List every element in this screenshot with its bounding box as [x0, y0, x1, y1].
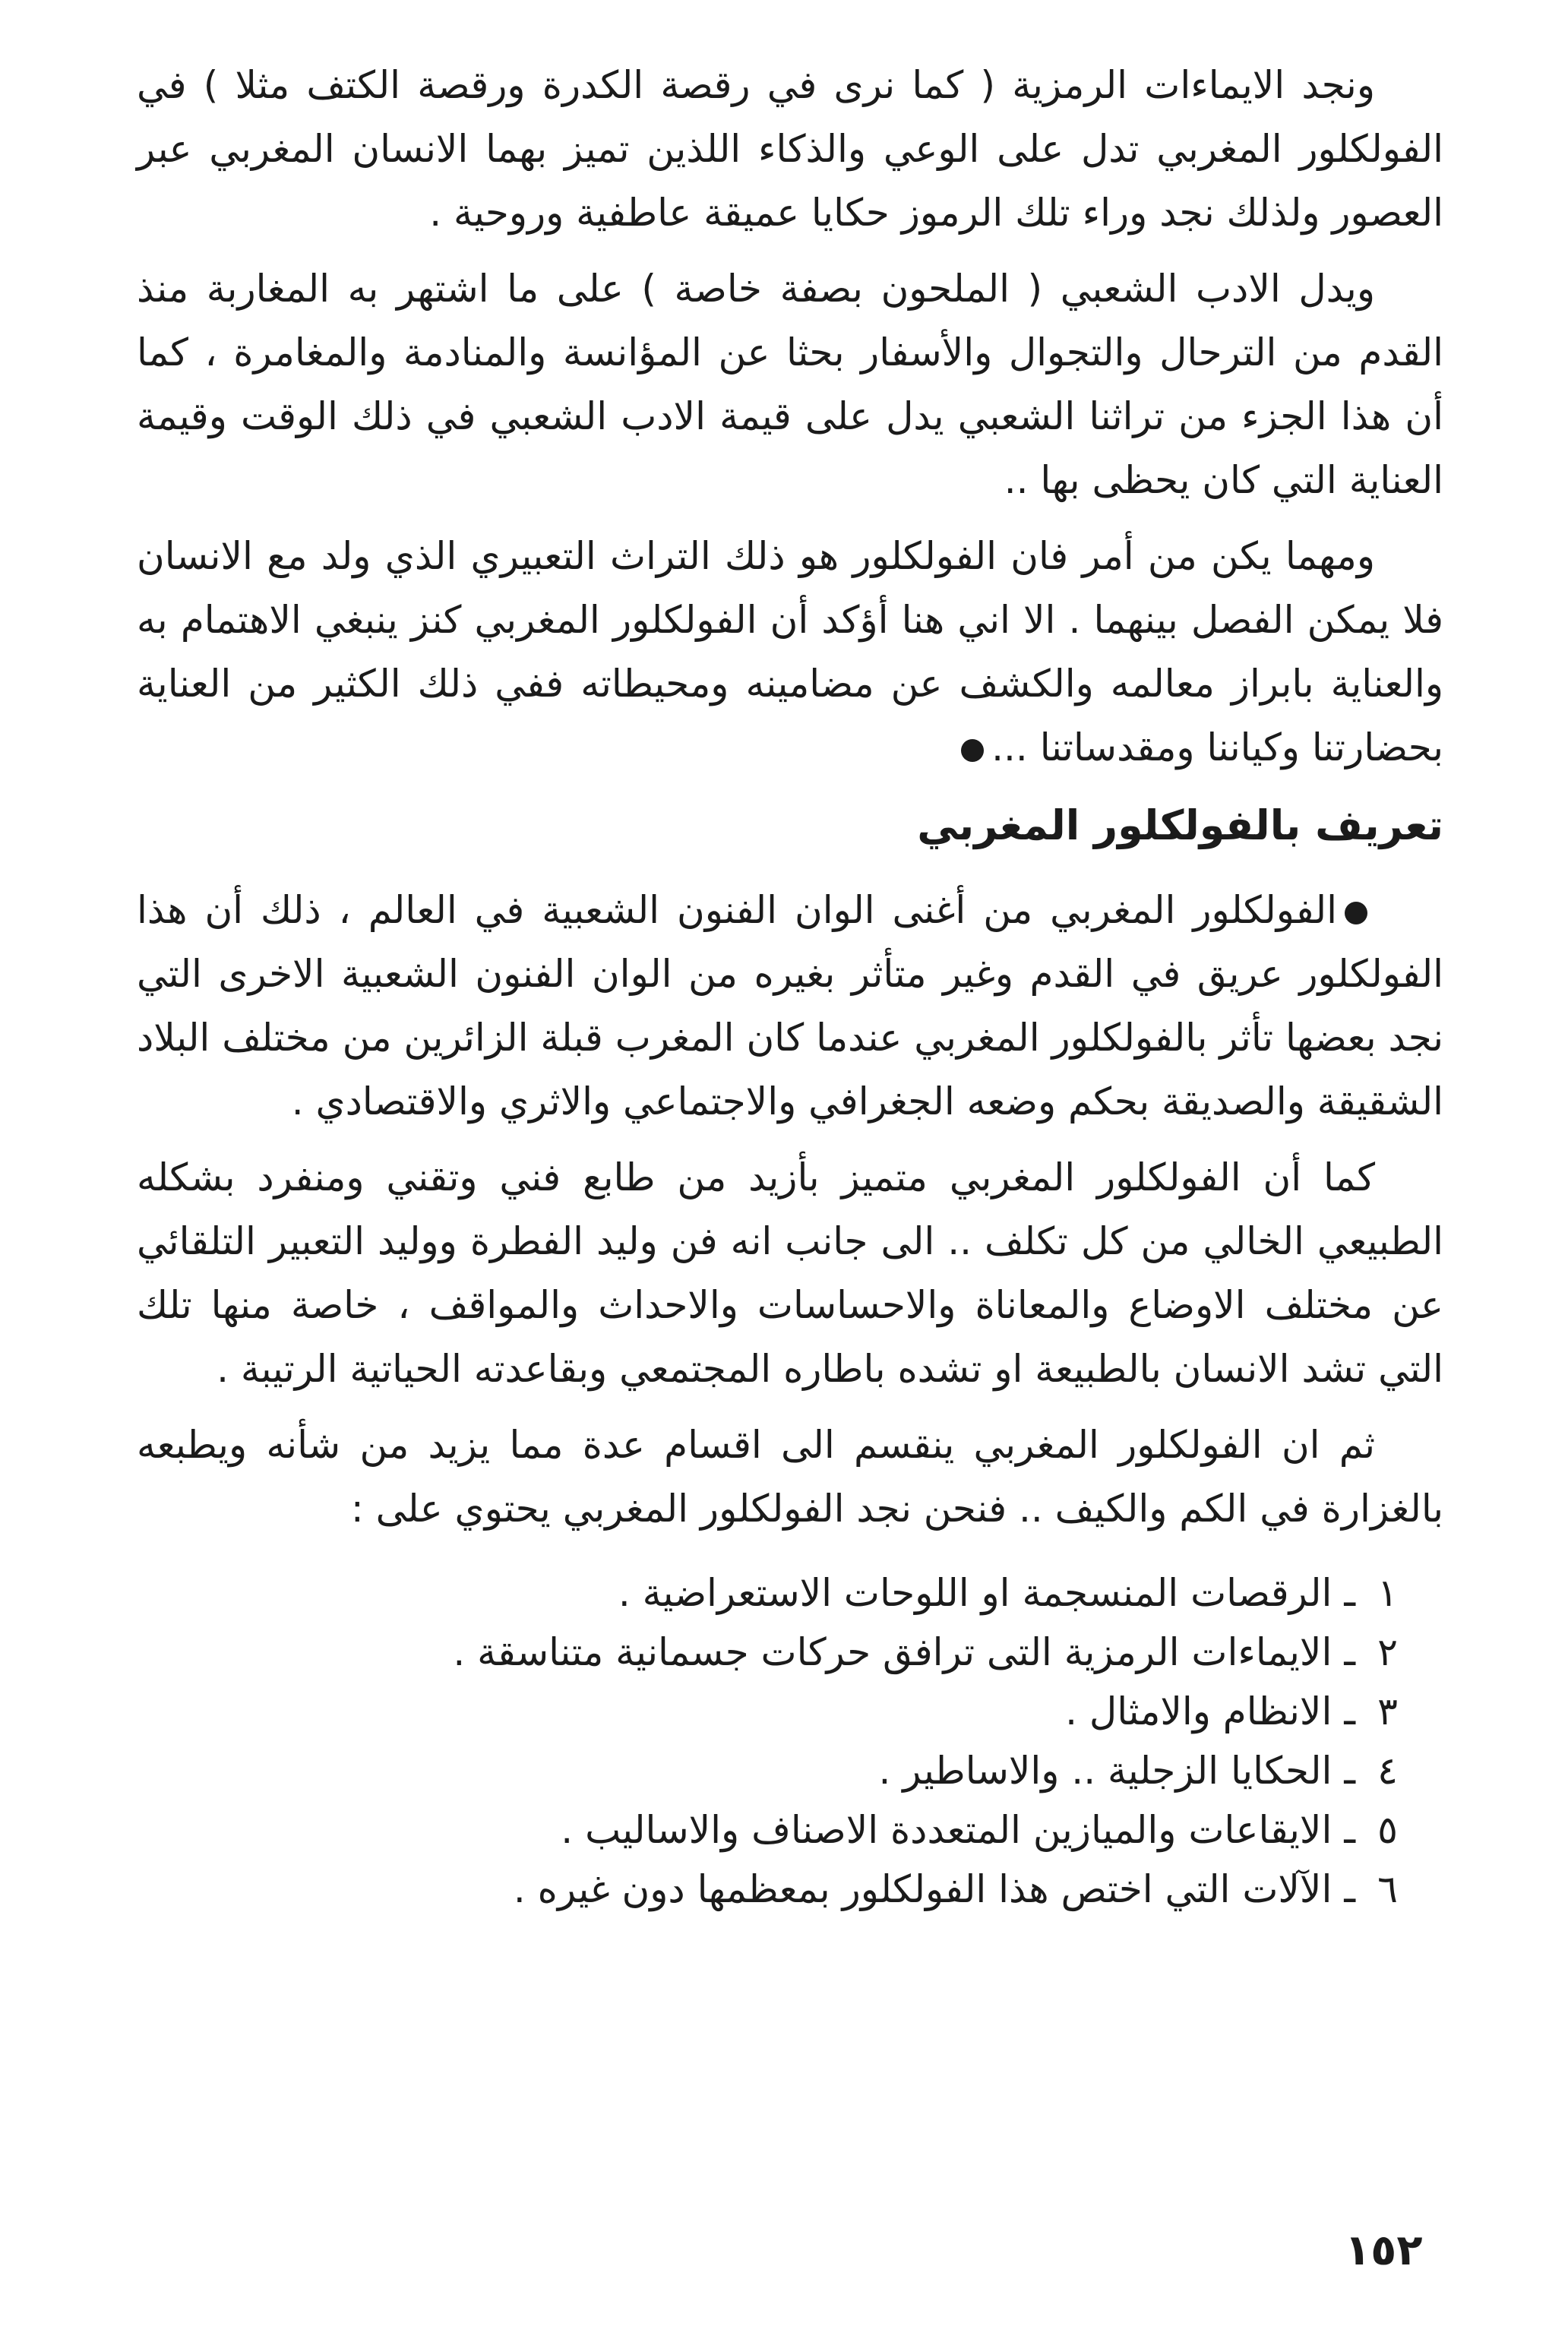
paragraph-folklore-uniqueness: كما أن الفولكلور المغربي متميز بأزيد من طابع فني وتقني ومنفرد بشكله الطبيعي الخالي من كل تكلف .. الى جانب انه فن وليد الفطرة ووليد التعبير التلقائي عن مختلف الاوضاع والمعاناة والاحساسات والاحداث والمواقف ، خاصة منها تلك التي تشد الانسان بالطبيعة او تشده باطاره المجتمعي وبقاعدته الحياتية الرتيبة . [137, 1155, 1443, 1391]
end-bullet-icon [961, 739, 984, 762]
list-item-number: ١ [1377, 1571, 1398, 1615]
list-item-dash: ـ [1344, 1689, 1355, 1733]
list-item-number: ٥ [1377, 1808, 1398, 1852]
list-item-dash: ـ [1344, 1808, 1355, 1852]
list-item [137, 1623, 1398, 1682]
list-item-number: ٣ [1377, 1689, 1398, 1733]
paragraph-folklore-heritage [137, 524, 1443, 779]
list-item-text: الايقاعات والميازين المتعددة الاصناف والاساليب . [561, 1808, 1332, 1852]
start-bullet-icon [1345, 902, 1367, 924]
list-item-text: الايماءات الرمزية التى ترافق حركات جسمانية متناسقة . [453, 1630, 1332, 1674]
list-item-dash: ـ [1344, 1867, 1355, 1911]
list-item-number: ٤ [1377, 1749, 1398, 1793]
list-item-dash: ـ [1344, 1749, 1355, 1793]
paragraph-folklore-richness-text: الفولكلور المغربي من أغنى الوان الفنون الشعبية في العالم ، ذلك أن هذا الفولكلور عريق في القدم وغير متأثر بغيره من الوان الفنون الشعبية الاخرى التي نجد بعضها تأثر بالفولكلور المغربي عندما كان المغرب قبلة الزائرين من مختلف البلاد الشقيقة والصديقة بحكم وضعه الجغرافي والاجتماعي والاثري والاقتصادي . [137, 888, 1443, 1124]
list-item [137, 1800, 1398, 1860]
page-number: ١٥٢ [1345, 2226, 1423, 2275]
list-item [137, 1682, 1398, 1741]
paragraph-folklore-richness [137, 878, 1443, 1133]
list-item-dash: ـ [1344, 1630, 1355, 1674]
list-item-text: الرقصات المنسجمة او اللوحات الاستعراضية . [618, 1571, 1332, 1615]
list-item [137, 1563, 1398, 1623]
list-item-text: الانظام والامثال . [1065, 1689, 1332, 1733]
section-heading: تعريف بالفولكلور المغربي [917, 801, 1443, 849]
paragraph-folk-literature: ويدل الادب الشعبي ( الملحون بصفة خاصة ) على ما اشتهر به المغاربة منذ القدم من الترحال والتجوال والأسفار بحثا عن المؤانسة والمنادمة والمغامرة ، كما أن هذا الجزء من تراثنا الشعبي يدل على قيمة الادب الشعبي في ذلك الوقت وقيمة العناية التي كان يحظى بها .. [137, 267, 1443, 502]
paragraph-folklore-heritage-text: ومهما يكن من أمر فان الفولكلور هو ذلك التراث التعبيري الذي ولد مع الانسان فلا يمكن الفصل بينهما . الا اني هنا أؤكد أن الفولكلور المغربي كنز ينبغي الاهتمام به والعناية بابراز معالمه والكشف عن مضامينه ومحيطاته ففي ذلك الكثير من العناية بحضارتنا وكياننا ومقدساتنا ... [137, 534, 1443, 770]
list-item [137, 1741, 1398, 1800]
list-item [137, 1860, 1398, 1919]
list-item-number: ٢ [1377, 1630, 1398, 1674]
list-item-dash: ـ [1344, 1571, 1355, 1615]
folklore-components-list [137, 1563, 1443, 1919]
list-item-text: الحكايا الزجلية .. والاساطير . [878, 1749, 1332, 1793]
list-item-number: ٦ [1377, 1867, 1398, 1911]
paragraph-folklore-divisions: ثم ان الفولكلور المغربي ينقسم الى اقسام عدة مما يزيد من شأنه ويطبعه بالغزارة في الكم والكيف .. فنحن نجد الفولكلور المغربي يحتوي على : [137, 1423, 1443, 1531]
paragraph-symbolic-gestures: ونجد الايماءات الرمزية ( كما نرى في رقصة الكدرة ورقصة الكتف مثلا ) في الفولكلور المغربي تدل على الوعي والذكاء اللذين تميز بهما الانسان المغربي عبر العصور ولذلك نجد وراء تلك الرموز حكايا عميقة عاطفية وروحية . [137, 63, 1443, 235]
document-page [137, 53, 1443, 1919]
list-item-text: الآلات التي اختص هذا الفولكلور بمعظمها دون غيره . [513, 1867, 1332, 1911]
